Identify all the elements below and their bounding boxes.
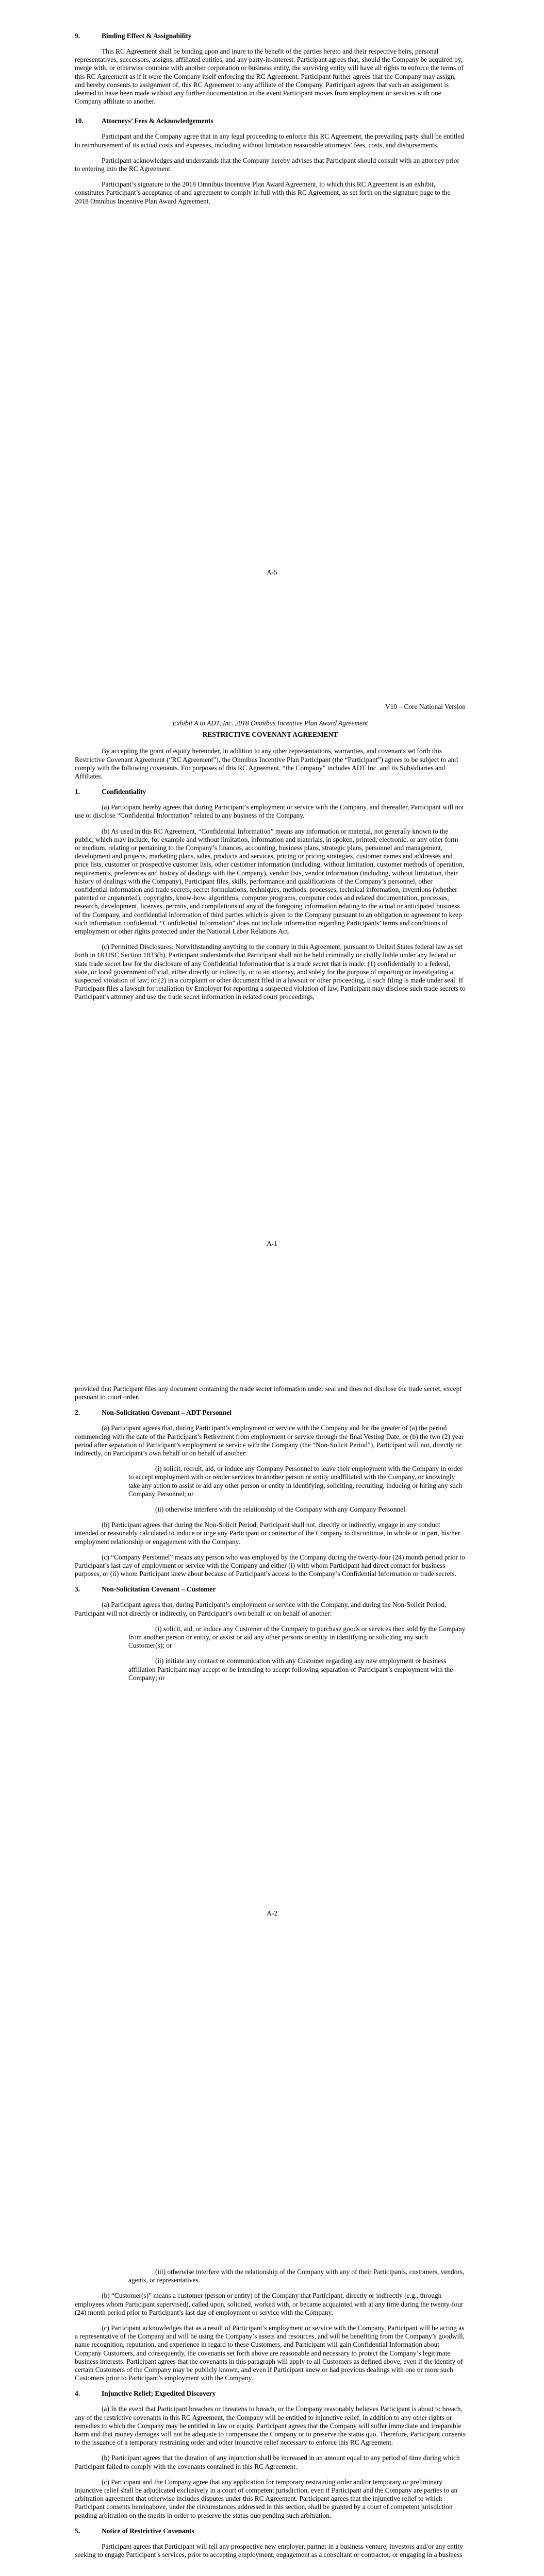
section-3-c: (c) Participant acknowledges that as a result of Participant’s employment or service with the Company, Participant will be acting as a representative of the Company and will be using the Company’s assets and resources, and will be benefiting from the Company’s goodwill, name recognition, reputation, and experience in regard to these Customers, and Participant will gain Confidential Information about Company Customers, and consequently, the covenants set forth above are reasonable and necessary to protect the Company’s legitimate business interests. Participant agrees that the covenants in this paragraph will apply to all Customers as defined above, even if the identity of certain Customers of the Company may be publicly known, and even if Participant knew or had previous dealings with one or more such Customers prior to Participant’s employment with the Company. bbox=[75, 2324, 465, 2382]
page-a2 bbox=[0, 1385, 544, 1689]
section-1-a: (a) Participant hereby agrees that during Participant’s employment or service with the Company, and thereafter, Participant will not use or disclose “Confidential Information” related to any business of the Company. bbox=[75, 803, 464, 820]
section-3-a-i: (i) solicit, aid, or induce any Customer of the Company to purchase goods or services then sold by the Company from another person or entity, or assist or aid any other persons or entity in identifying or soliciting any such Customer(s); or bbox=[128, 1624, 466, 1650]
page-a3 bbox=[0, 2268, 544, 2566]
section-2-a-i: (i) solicit, recruit, aid, or induce any Company Personnel to leave their employment with the Company in order to accept employment with or render services to another person or entity unaffiliated with the Company, or knowingly take any action to assist or aid any other person or entity in identifying, soliciting, recruiting, inducing or hiring any such Company Personnel; or bbox=[128, 1465, 463, 1498]
section-3-a: (a) Participant agrees that, during Participant’s employment or service with the Company, and during the Non-Solicit Period, Participant will not directly or indirectly, on Participant’s own behalf or on behalf of another: bbox=[75, 1601, 447, 1617]
section-1-b: (b) As used in this RC Agreement, “Confidential Information” means any information or material, not generally known to the public, which may include, for example and without limitation, information and materials, in spoken, printed, electronic, or any other form or medium, relating or pertaining to the Company’s finances, accounting, business plans, strategic plans, personnel and management, development and projects, marketing plans, sales, products and services, pricing or pricing strategies, customer names and addresses and price lists, customer or prospective customer lists, other customer information (including, without limitation, customer methods of operation, requirements, preferences and history of dealings with the Company), vendor lists, vendor information (including, without limitation, their history of dealings with the Company), Participant files, skills, performance and qualifications of the Company’s personnel, other confidential information and trade secrets, secret formulations, techniques, methods, processes, technical information, inventions (whether patented or unpatented), copyrights, know-how, algorithms, computer programs, computer codes and related documentation, processes, research, development, licenses, permits, and compilations of any of the foregoing information relating to the actual or anticipated business of the Company, and confidential information of third parties which is given to the Company pursuant to an obligation or agreement to keep such information confidential. “Confidential Information” does not include information regarding Participants’ terms and conditions of employment or other rights protected under the National Labor Relations Act. bbox=[75, 827, 465, 936]
section-5-paragraph: Participant agrees that Participant will tell any prospective new employer, partner in a business venture, investors and/or any entity seeking to engage Participant’s services, prior to accepting employment, engagement as a consultant or contractor, or engaging in a business bbox=[75, 2542, 463, 2559]
section-4-c: (c) Participant and the Company agree that any application for temporary restraining order and/or temporary or preliminary injunctive relief shall be adjudicated exclusively in a court of competent jurisdiction, even if Participant and the Company are parties to an arbitration agreement that otherwise includes disputes under this RC Agreement. Participant agrees that the injunctive relief to which Participant consents hereinabove, under the circumstances addressed in this section, shall be granted by a court of competent jurisdiction pending arbitration on the merits in order to preserve the status quo pending such arbitration. bbox=[75, 2478, 458, 2519]
section-1-heading: 1. Confidentiality bbox=[75, 788, 146, 796]
version-label: V10 – Core National Version bbox=[385, 703, 466, 710]
exhibit-caption: Exhibit A to ADT, Inc. 2018 Omnibus Incentive Plan Award Agreement bbox=[172, 719, 368, 727]
document-title: RESTRICTIVE COVENANT AGREEMENT bbox=[202, 731, 338, 739]
section-10-paragraph-1: Participant and the Company agree that in any legal proceeding to enforce this RC Agreement, the prevailing party shall be entitled to reimbursement of its actual costs and expenses, including without limitation reasonable attorneys’ fees, costs, and disbursements. bbox=[75, 132, 465, 149]
section-3-b: (b) “Customer(s)” means a customer (person or entity) of the Company that Participant, directly or indirectly (e.g., through employees whom Participant supervised), called upon, solicited, worked with, or became acquainted with at any time during the twenty-four (24) month period prior to Participant’s last day of employment or service with the Company. bbox=[75, 2292, 464, 2316]
section-1-c-continued: provided that Participant files any document containing the trade secret information under seal and does not disclose the trade secret, except pursuant to court order. bbox=[75, 1385, 461, 1401]
section-2-b: (b) Participant agrees that during the Non-Solicit Period, Participant shall not, directly or indirectly, engage in any conduct intended or reasonably calculated to induce or urge any Participant or contractor of the Company to discontinue, in whole or in part, his/her employment relationship or engagement with the Company. bbox=[75, 1521, 460, 1546]
section-3-heading: 3. Non-Solicitation Covenant – Customer bbox=[75, 1585, 216, 1594]
section-4-heading: 4. Injunctive Relief; Expedited Discovery bbox=[75, 2389, 216, 2398]
section-2-a-ii: (ii) otherwise interfere with the relationship of the Company with any Company Personnel. bbox=[155, 1505, 407, 1514]
section-2-c: (c) “Company Personnel” means any person who was employed by the Company during the twenty-four (24) month period prior to Participant’s last day of employment or service with the Company and either (i) with whom Participant had direct contact for business purposes, or (ii) whom Participant knew about because of Participant’s access to the Company’s Confidential Information or trade secrets. bbox=[75, 1553, 465, 1578]
section-4-a: (a) In the event that Participant breaches or threatens to breach, or the Company reasonably believes Participant is about to breach, any of the restrictive covenants in this RC Agreement, the Company will be entitled to injunctive relief, in addition to any other rights or remedies to which the Company may be entitled in law or equity. Participant agrees that the Company will suffer immediate and irreparable harm and that money damages will not be adequate to compensate the Company or to preserve the status quo. Therefore, Participant consents to the issuance of a temporary restraining order and other injunctive relief necessary to enforce this RC Agreement. bbox=[75, 2405, 466, 2447]
section-9-heading: 9. Binding Effect & Assignability bbox=[75, 32, 192, 40]
section-4-b: (b) Participant agrees that the duration of any injunction shall be increased in an amount equal to any period of time during which Participant failed to comply with the covenants contained in this RC Agreement. bbox=[75, 2454, 460, 2470]
section-1-c: (c) Permitted Disclosures: Notwithstanding anything to the contrary in this Agreement, pursuant to United States federal law as set forth in 18 USC Section 1833(b), Participant understands that Participant shall not be held criminally or civilly liable under any federal or state trade secret law for the disclosure of any Confidential Information that is a trade secret that is made: (1) confidentially to a federal, state, or local government official, either directly or indirectly, or to an attorney, and solely for the purpose of reporting or investigating a suspected violation of law; or (2) in a complaint or other document filed in a lawsuit or other proceeding, if such filing is made under seal. If Participant files a lawsuit for retaliation by Employer for reporting a suspected violation of law, Participant may disclose such trade secrets to Participant’s attorney and use the trade secret information in related court proceedings, bbox=[75, 943, 466, 1001]
page-number-a1: A-1 bbox=[267, 1240, 277, 1247]
section-9-paragraph: This RC Agreement shall be binding upon and inure to the benefit of the parties hereto and their respective heirs, personal representatives, successors, assigns, affiliated entities, and any party-in-interest. Participant agrees that, should the Company be acquired by, merge with, or otherwise combine with another corporation or business entity, the surviving entity will have all rights to enforce the terms of this RC Agreement as if it were the Company itself enforcing the RC Agreement. Participant further agrees that the Company may assign, and hereby consents to assignment of, this RC Agreement to any affiliate of the Company. Participant agrees that such an assignment is deemed to have been made without any further documentation in the event Participant moves from employment or services with one Company affiliate to another. bbox=[75, 47, 464, 106]
section-3-a-ii: (ii) initiate any contact or communication with any Customer regarding any new employment or business affiliation Participant may accept or be intending to accept following separation of Participant’s employment with the Company; or bbox=[128, 1657, 453, 1682]
section-10-paragraph-3: Participant’s signature to the 2018 Omnibus Incentive Plan Award Agreement, to which this RC Agreement is an exhibit, constitutes Participant’s acceptance of and agreement to comply in full with this RC Agreement, as set forth on the signature page to the 2018 Omnibus Incentive Plan Award Agreement. bbox=[75, 180, 451, 205]
section-2-a: (a) Participant agrees that, during Participant’s employment or service with the Company and for the greater of (a) the period commencing with the date of the Participant’s Retirement from employment or service through the final Vesting Date, or (b) the two (2) year period after separation of Participant’s employment or service with the Company (the “Non-Solicit Period”), Participant will not, directly or indirectly, on Participant’s own behalf or on behalf of another: bbox=[75, 1424, 464, 1458]
page-number-a5: A-5 bbox=[267, 568, 277, 576]
page-number-a2: A-2 bbox=[267, 1909, 277, 1917]
intro-paragraph: By accepting the grant of equity hereunder, in addition to any other representations, warranties, and covenants set forth this Restrictive Covenant Agreement (“RC Agreement”), the Omnibus Incentive Plan Participant (the “Participant”) agrees to be subject to and comply with the following covenants. For purposes of this RC Agreement, “the Company” includes ADT Inc. and its Subsidiaries and Affiliates. bbox=[75, 747, 458, 781]
page-a5 bbox=[0, 32, 544, 213]
section-10-heading: 10. Attorneys’ Fees & Acknowledgements bbox=[75, 117, 213, 125]
section-3-a-iii: (iii) otherwise interfere with the relationship of the Company with any of their Participants, customers, vendors, agents, or representatives. bbox=[128, 2268, 465, 2284]
section-10-paragraph-2: Participant acknowledges and understands that the Company hereby advises that Participant should consult with an attorney prior to entering into the RC Agreement. bbox=[75, 156, 459, 173]
page-a1 bbox=[0, 703, 544, 1009]
section-2-heading: 2. Non-Solicitation Covenant – ADT Personnel bbox=[75, 1409, 232, 1417]
section-5-heading: 5. Notice of Restrictive Covenants bbox=[75, 2527, 194, 2535]
